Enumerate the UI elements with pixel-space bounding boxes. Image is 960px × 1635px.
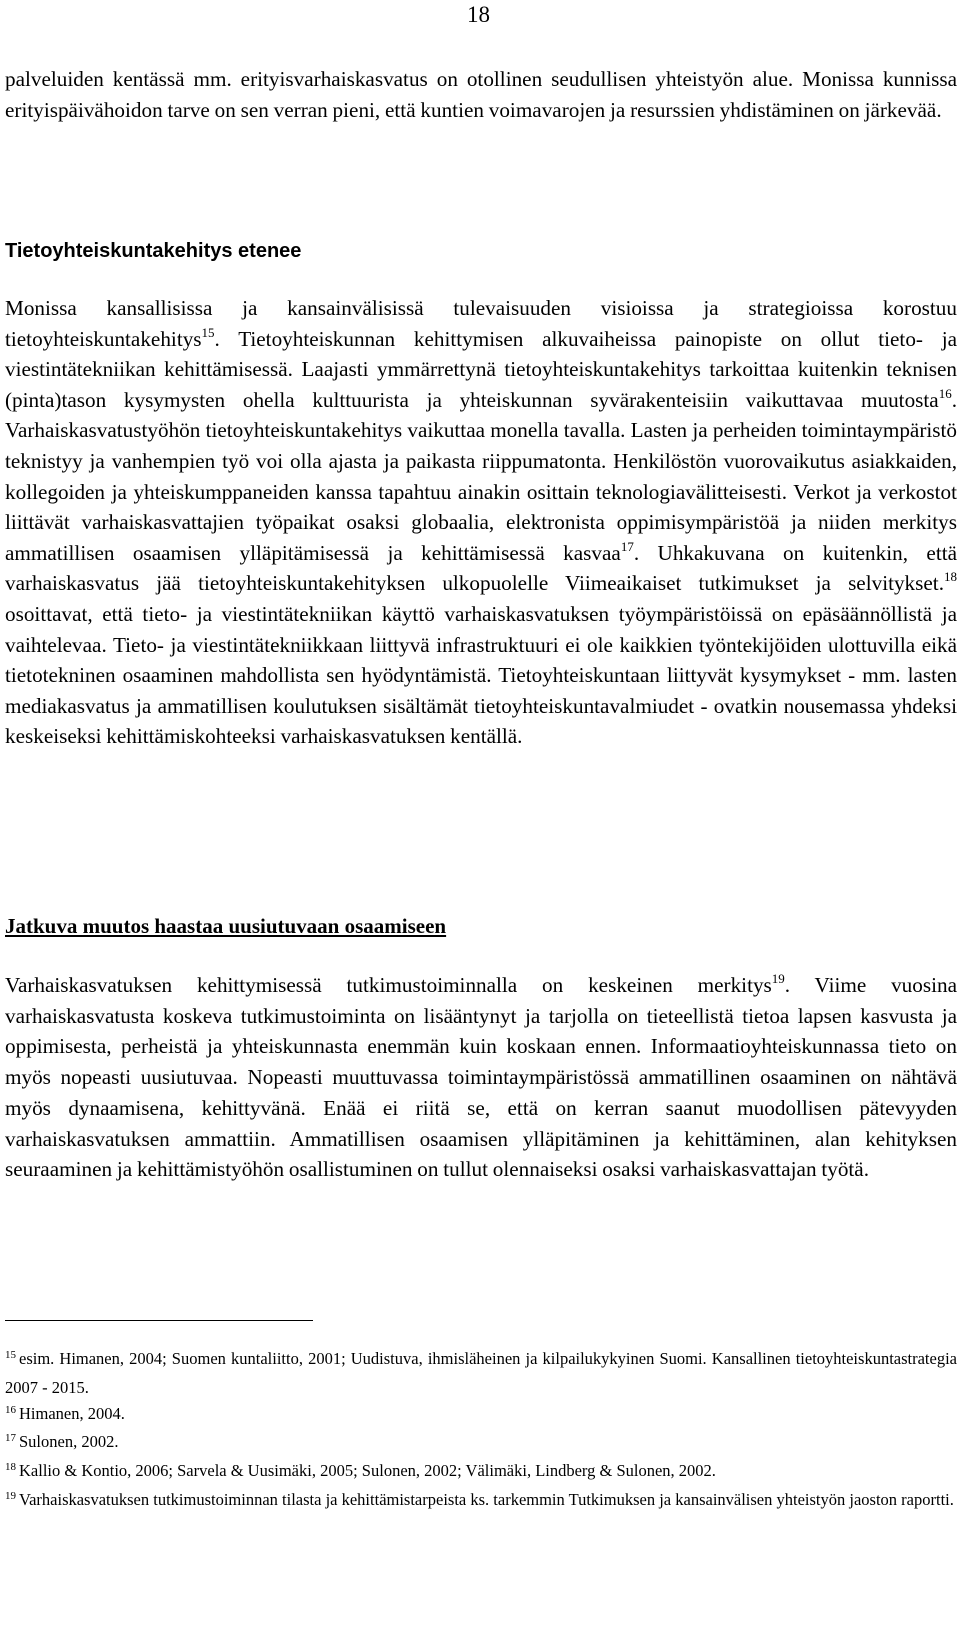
text-segment: . Varhaiskasvatustyöhön tietoyhteiskuntakehitys vaikuttaa monella tavalla. Lasten ja perheiden toimintaympäristö teknistyy ja vanhempien työ voi olla ajasta ja paikasta riippumatonta. Henkilöstön vuorovaikutus asiakkaiden, kollegoiden ja yhteiskumppaneiden kanssa tapahtuu ainakin osittain teknologiavälitteisesti. Verkot ja verkostot liittävät varhaiskasvattajien työpaikat osaksi globaalia, elektronista oppimisympäristöä ja niiden merkitys ammatillisen osaamisen ylläpitämisessä ja kehittämisessä kasvaa bbox=[5, 387, 957, 565]
footnote-text: Kallio & Kontio, 2006; Sarvela & Uusimäki, 2005; Sulonen, 2002; Välimäki, Lindberg & Sulonen, 2002. bbox=[19, 1461, 716, 1481]
footnote-ref[interactable]: 19 bbox=[771, 970, 785, 986]
footnote-number: 18 bbox=[5, 1461, 16, 1474]
footnote-number: 17 bbox=[5, 1432, 16, 1445]
footnote-divider bbox=[5, 1320, 313, 1321]
footnotes bbox=[5, 1346, 957, 1516]
footnote-text: Sulonen, 2002. bbox=[19, 1432, 119, 1452]
section2-paragraph bbox=[5, 970, 957, 1185]
footnote-text: Varhaiskasvatuksen tutkimustoiminnan tilasta ja kehittämistarpeista ks. tarkemmin Tutkimuksen ja kansainvälisen yhteistyön jaoston raportti. bbox=[19, 1489, 954, 1509]
text-segment: Varhaiskasvatuksen kehittymisessä tutkimustoiminnalla on keskeinen merkitys bbox=[5, 973, 772, 997]
footnote bbox=[5, 1401, 957, 1430]
footnote-ref[interactable]: 17 bbox=[620, 538, 634, 554]
footnote-ref[interactable]: 15 bbox=[201, 324, 215, 340]
text-segment: . Tietoyhteiskunnan kehittymisen alkuvaiheissa painopiste on ollut tieto- ja viestintätekniikan kehittämisessä. Laajasti ymmärrettynä tietoyhteiskuntakehitys tarkoittaa kuitenkin teknisen (pinta)tason kysymysten ohella kulttuurista ja yhteiskunnan syvärakenteisiin vaikuttavaa muutosta bbox=[5, 326, 957, 412]
text-segment: . Uhkakuvana on kuitenkin, että varhaiskasvatus jää tietoyhteiskuntakehityksen ulkopuolelle Viimeaikaiset tutkimukset ja selvitykset. bbox=[5, 540, 957, 596]
text-segment: Monissa kansallisissa ja kansainvälisissä tulevaisuuden visioissa ja strategioissa korostuu tietoyhteiskuntakehitys bbox=[5, 296, 957, 351]
section-heading-jatkuva-muutos: Jatkuva muutos haastaa uusiutuvaan osaamiseen bbox=[5, 914, 447, 938]
footnote bbox=[5, 1346, 957, 1401]
footnote-ref[interactable]: 16 bbox=[938, 385, 952, 401]
footnote-number: 15 bbox=[5, 1349, 16, 1361]
page-number: 18 bbox=[467, 2, 490, 27]
footnote bbox=[5, 1458, 957, 1487]
footnote bbox=[5, 1487, 957, 1516]
footnote-ref[interactable]: 18 bbox=[944, 569, 957, 585]
intro-paragraph: palveluiden kentässä mm. erityisvarhaiskasvatus on otollinen seudullisen yhteistyön alue. Monissa kunnissa erityispäivähoidon tarve on sen verran pieni, että kuntien voimavarojen ja resurssien yhdistäminen on järkevää. bbox=[5, 67, 957, 122]
footnote-text: esim. Himanen, 2004; Suomen kuntaliitto, 2001; Uudistuva, ihmisläheinen ja kilpailukykyinen Suomi. Kansallinen tietoyhteiskuntastrategia 2007 - 2015. bbox=[5, 1349, 957, 1397]
section-heading-tietoyhteiskunta: Tietoyhteiskuntakehitys etenee bbox=[5, 240, 302, 262]
footnote-number: 16 bbox=[5, 1403, 16, 1416]
footnote bbox=[5, 1429, 957, 1458]
footnote-number: 19 bbox=[5, 1489, 16, 1502]
section1-paragraph bbox=[5, 293, 957, 752]
text-segment: osoittavat, että tieto- ja viestintätekniikan käyttö varhaiskasvatuksen työympäristöissä on epäsäännöllistä ja vaihtelevaa. Tieto- ja viestintätekniikkaan liittyvä infrastruktuuri ei ole kaikkien työntekijöiden ulottuvilla eikä tietotekninen osaaminen mahdollista sen hyödyntämistä. Tietoyhteiskuntaan liittyvät kysymykset - mm. lasten mediakasvatus ja ammatillisen koulutuksen sisältämät tietoyhteiskuntavalmiudet - ovatkin nousemassa yhdeksi keskeiseksi kehittämiskohteeksi varhaiskasvatuksen kentällä. bbox=[5, 601, 957, 749]
text-segment: . Viime vuosina varhaiskasvatusta koskeva tutkimustoiminta on lisääntynyt ja tarjolla on tieteellistä tietoa lapsen kasvusta ja oppimisesta, perheistä ja yhteiskunnasta enemmän kuin koskaan ennen. Informaatioyhteiskunnassa tieto on myös nopeasti uusiutuvaa. Nopeasti muuttuvassa toimintaympäristössä ammatillinen osaaminen on nähtävä myös dynaamisena, kehittyvänä. Enää ei riitä se, että on kerran saanut muodollisen pätevyyden varhaiskasvatuksen ammattiin. Ammatillisen osaamisen ylläpitäminen ja kehittäminen, alan kehityksen seuraaminen ja kehittämistyöhön osallistuminen on tullut olennaiseksi osaksi varhaiskasvattajan työtä. bbox=[5, 973, 957, 1182]
footnote-text: Himanen, 2004. bbox=[19, 1403, 125, 1423]
